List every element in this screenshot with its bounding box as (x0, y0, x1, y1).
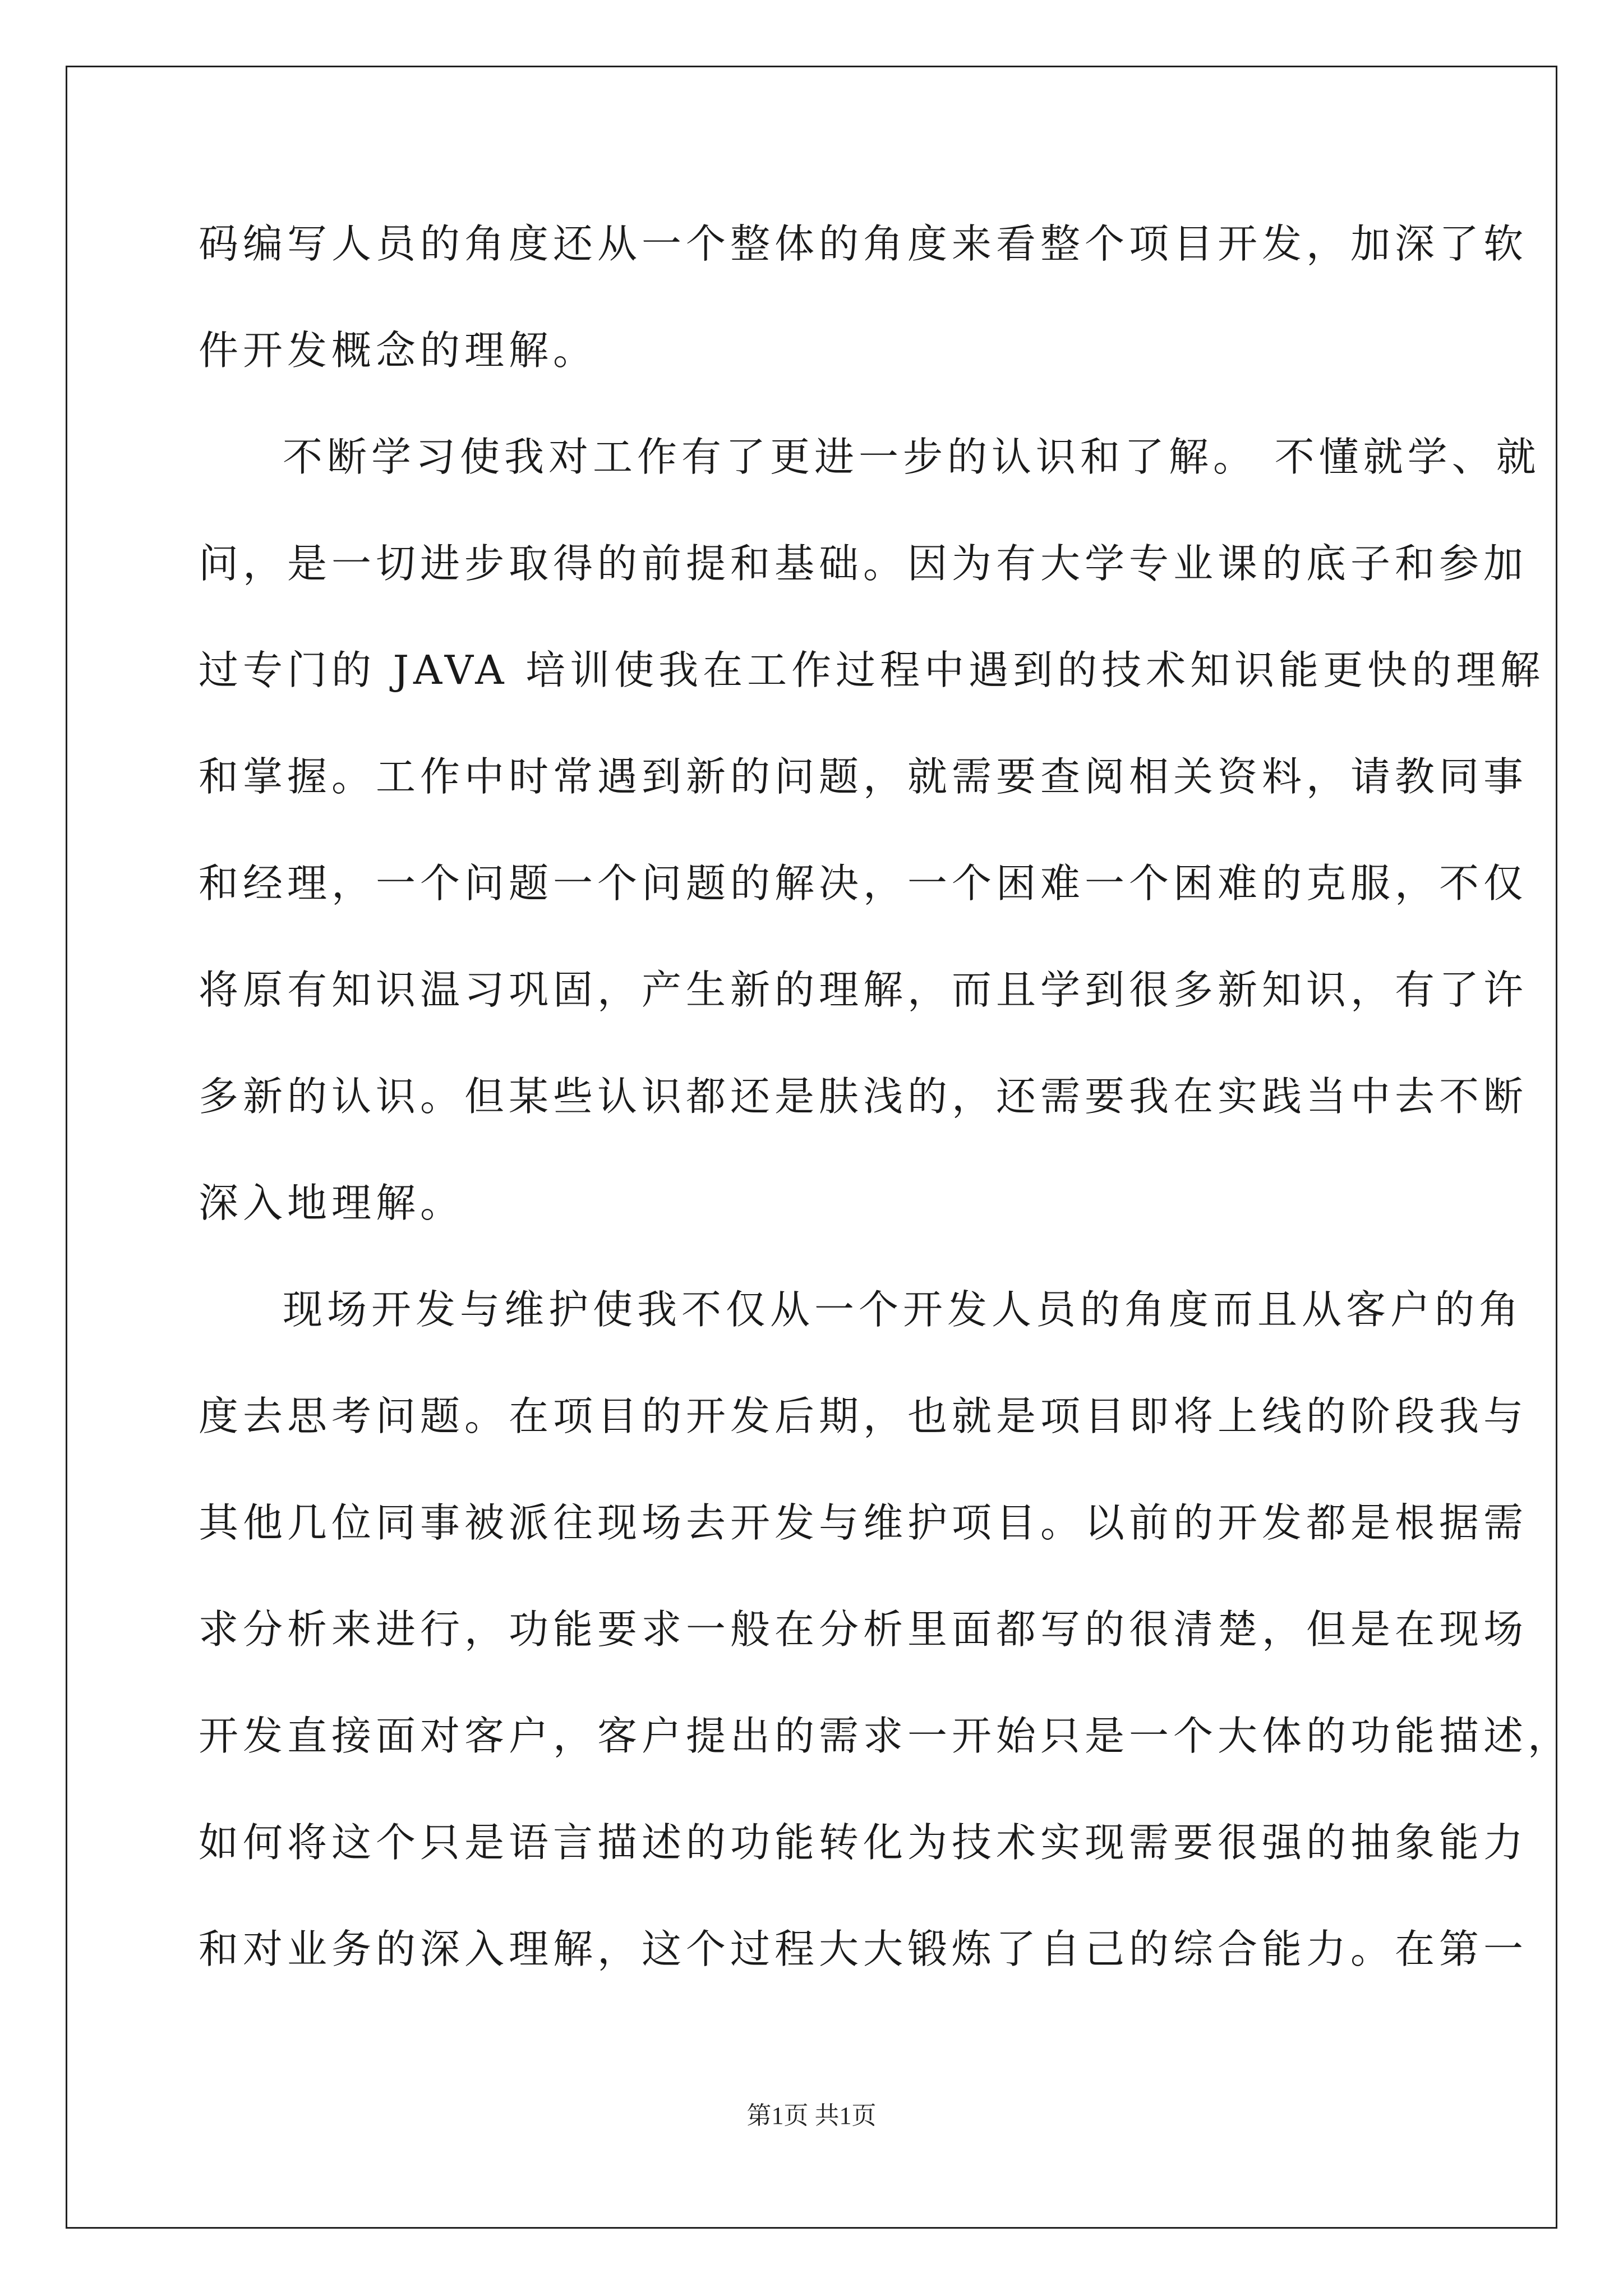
text-line: 将原有知识温习巩固，产生新的理解，而且学到很多新知识，有了许 (199, 967, 1528, 1013)
text-line: 多新的认识。但某些认识都还是肤浅的，还需要我在实践当中去不断 (199, 1073, 1528, 1120)
text-line: 过专门的 JAVA 培训使我在工作过程中遇到的技术知识能更快的理解 (199, 647, 1545, 693)
text-line: 度去思考问题。在项目的开发后期，也就是项目即将上线的阶段我与 (199, 1393, 1528, 1439)
text-line: 深入地理解。 (199, 1180, 465, 1226)
page-number-footer: 第1页 共1页 (746, 2102, 877, 2129)
text-line: 其他几位同事被派往现场去开发与维护项目。以前的开发都是根据需 (199, 1499, 1528, 1546)
text-line: 和对业务的深入理解，这个过程大大锻炼了自己的综合能力。在第一 (199, 1926, 1528, 1972)
text-line: 件开发概念的理解。 (199, 327, 598, 374)
text-line: 如何将这个只是语言描述的功能转化为技术实现需要很强的抽象能力 (199, 1819, 1528, 1866)
text-line: 和经理，一个问题一个问题的解决，一个困难一个困难的克服，不仅 (199, 860, 1528, 907)
document-body (199, 213, 1573, 2025)
text-line: 问，是一切进步取得的前提和基础。因为有大学专业课的底子和参加 (199, 540, 1528, 587)
text-line: 求分析来进行，功能要求一般在分析里面都写的很清楚，但是在现场 (199, 1606, 1528, 1653)
text-line: 不断学习使我对工作有了更进一步的认识和了解。 不懂就学、就 (283, 434, 1541, 480)
text-line: 和掌握。工作中时常遇到新的问题，就需要查阅相关资料，请教同事 (199, 753, 1528, 800)
text-line: 开发直接面对客户，客户提出的需求一开始只是一个大体的功能描述， (199, 1713, 1573, 1759)
text-line: 现场开发与维护使我不仅从一个开发人员的角度而且从客户的角 (283, 1286, 1524, 1333)
text-line: 码编写人员的角度还从一个整体的角度来看整个项目开发，加深了软 (199, 220, 1528, 267)
